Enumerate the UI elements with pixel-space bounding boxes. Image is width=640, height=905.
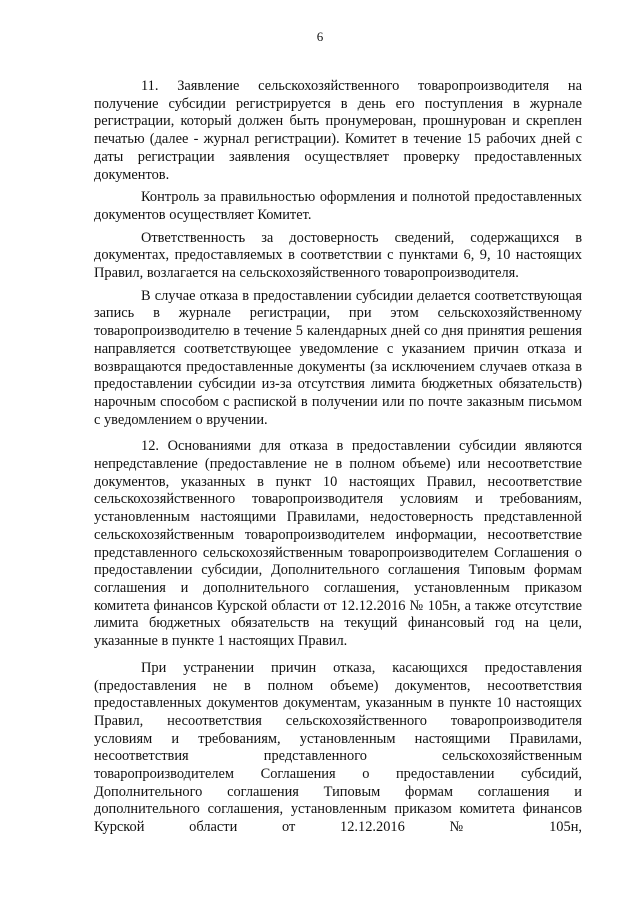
paragraph-responsibility: Ответственность за достоверность сведений, содержащихся в документах, предоставляемых в соответствии с пунктами 6, 9, 10 настоящих Правил, возлагается на сельскохозяйственного товаропроизводителя. <box>94 229 582 282</box>
paragraph-refusal-notice: В случае отказа в предоставлении субсидии делается соответствующая запись в журнале регистрации, при этом сельскохозяйственному товаропроизводителю в течение 5 календарных дней со дня принятия решения направляется соответствующее уведомление с указанием причин отказа и возвращаются предоставленные документы (за исключением случаев отказа в предоставлении субсидии из-за отсутствия лимита бюджетных обязательств) нарочным способом с распиской в получении или по почте заказным письмом с уведомлением о вручении. <box>94 287 582 428</box>
paragraph-control: Контроль за правильностью оформления и полнотой предоставленных документов осуществляет Комитет. <box>94 189 582 223</box>
paragraph-elimination-of-causes: При устранении причин отказа, касающихся предоставления (предоставления не в полном объеме) документов, несоответствия предоставленных документов документам, указанным в пункте 10 настоящих Правил, несоответствия сельскохозяйственного товаропроизводителя условиям и требованиям, установленным настоящими Правилами, несоответствия представленного сельскохозяйственным товаропроизводителем Соглашения о предоставлении субсидий, Дополнительного соглашения Типовым формам соглашения и дополнительного соглашения, установленным приказом комитета финансов Курской области от 12.12.2016 № 105н, <box>94 659 582 836</box>
document-body <box>94 78 582 837</box>
paragraph-11-registration: 11. Заявление сельскохозяйственного товаропроизводителя на получение субсидии регистрируется в день его поступления в журнале регистрации, который должен быть пронумерован, прошнурован и скреплен печатью (далее - журнал регистрации). Комитет в течение 15 рабочих дней с даты регистрации заявления осуществляет проверку предоставленных документов. <box>94 78 582 183</box>
paragraph-12-refusal-grounds: 12. Основаниями для отказа в предоставлении субсидии являются непредставление (предоставление не в полном объеме) или несоответствие документов, указанных в пункт 10 настоящих Правил, несоответствие сельскохозяйственного товаропроизводителя условиям и требованиям, установленным настоящими Правилами, недостоверность представленной сельскохозяйственным товаропроизводителем информации, несоответствие представленного сельскохозяйственным товаропроизводителем Соглашения о предоставлении субсидии, Дополнительного соглашения Типовым формам соглашения и дополнительного соглашения, установленным приказом комитета финансов Курской области от 12.12.2016 № 105н, а также отсутствие лимита бюджетных обязательств на текущий финансовый год на цели, указанные в пункте 1 настоящих Правил. <box>94 438 582 650</box>
page-number: 6 <box>316 29 324 44</box>
